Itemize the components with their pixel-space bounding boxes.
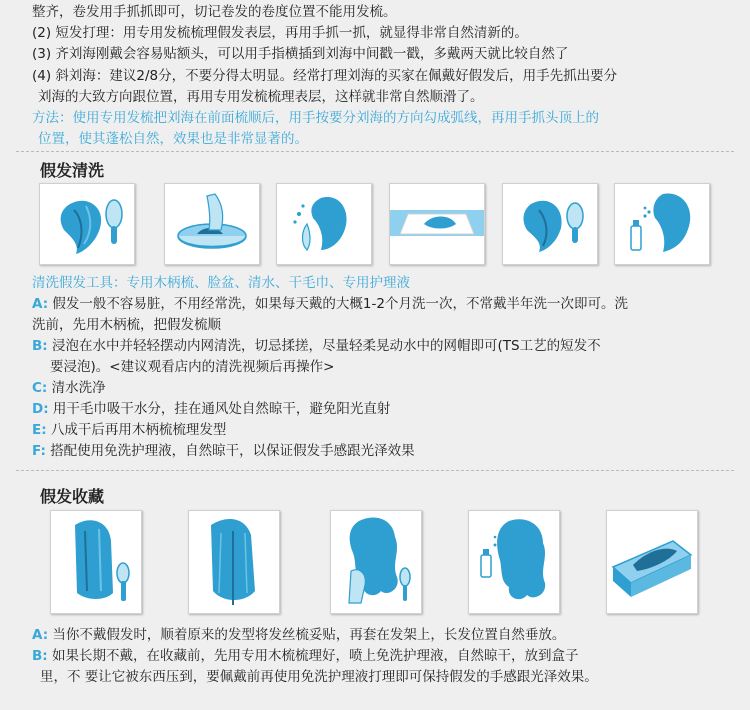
intro-line-4: (4) 斜刘海：建议2/8分，不要分得太明显。经常打理刘海的买家在佩戴好假发后，用手先抓出要分 — [32, 68, 618, 84]
wash-step-a-label: A: — [32, 296, 49, 312]
intro-tip-2: 位置，使其蓬松自然，效果也是非常显著的。 — [38, 131, 308, 147]
storage-title: 假发收藏 — [40, 487, 105, 506]
long-wig-comb-illustration — [51, 511, 141, 613]
wig-spray-illustration — [615, 184, 709, 264]
storage-step-spray-card — [468, 510, 560, 614]
wash-step-d — [32, 400, 390, 418]
wash-step-b-text: 浸泡在水中并轻轻摆动内网清洗，切忌揉搓，尽量轻柔晃动水中的网帽即可(TS工艺的短发不 — [52, 338, 601, 354]
curly-wig-spray-illustration — [469, 511, 559, 613]
wash-step-c-label: C: — [32, 380, 48, 396]
wash-step-f — [32, 442, 415, 460]
intro-line-5: 刘海的大致方向跟位置，再用专用发梳梳理表层，这样就非常自然顺滑了。 — [38, 89, 484, 105]
wash-step-basin-card — [164, 183, 260, 265]
wash-step-a — [32, 295, 628, 313]
wash-step-b-label: B: — [32, 338, 48, 354]
wig-rinse-illustration — [277, 184, 371, 264]
wash-step-e-label: E: — [32, 422, 47, 438]
towel-dry-illustration — [390, 184, 484, 264]
storage-step-b-cont: 里，不 要让它被东西压到，要佩戴前再使用免洗护理液打理即可保持假发的手感跟光泽效果。 — [40, 669, 598, 685]
wig-on-stand-illustration — [189, 511, 279, 613]
wash-step-b-cont: 要浸泡)。<建议观看店内的清洗视频后再操作> — [50, 359, 335, 375]
storage-step-b-label: B: — [32, 648, 48, 664]
wash-step-d-text: 用干毛巾吸干水分，挂在通风处自然晾干，避免阳光直射 — [52, 401, 391, 417]
storage-step-comb-card — [50, 510, 142, 614]
intro-line-3: (3) 齐刘海刚戴会容易贴额头，可以用手指横插到刘海中间戳一戳，多戴两天就比较自然了 — [32, 46, 569, 62]
wash-step-b — [32, 337, 601, 355]
storage-step-a — [32, 626, 565, 644]
basin-hand-illustration — [165, 184, 259, 264]
wash-step-spray-card — [614, 183, 710, 265]
storage-step-curl-card — [330, 510, 422, 614]
divider-1 — [16, 151, 734, 152]
wash-step-f-label: F: — [32, 443, 46, 459]
storage-step-a-text: 当你不戴假发时，顺着原来的发型将发丝梳妥贴，再套在发架上，长发位置自然垂放。 — [52, 627, 566, 643]
wash-step-e-text: 八成干后再用木柄梳梳理发型 — [50, 422, 227, 438]
curly-wig-hand-illustration — [331, 511, 421, 613]
divider-2 — [16, 470, 734, 471]
wig-comb-dry-illustration — [503, 184, 597, 264]
storage-step-b-text: 如果长期不戴，在收藏前，先用专用木梳梳理好，喷上免洗护理液，自然晾干，放到盒子 — [52, 648, 579, 664]
wash-step-towel-card — [389, 183, 485, 265]
wig-in-box-illustration — [607, 511, 697, 613]
storage-step-a-label: A: — [32, 627, 49, 643]
storage-step-stand-card — [188, 510, 280, 614]
wig-comb-illustration — [40, 184, 134, 264]
wash-step-comb-card — [39, 183, 135, 265]
wash-step-rinse-card — [276, 183, 372, 265]
wash-step-comb-dry-card — [502, 183, 598, 265]
wash-step-e — [32, 421, 226, 439]
wash-step-c — [32, 379, 106, 397]
wash-tools: 清洗假发工具：专用木柄梳、脸盆、清水、干毛巾、专用护理液 — [32, 275, 410, 291]
intro-tip-1: 方法：使用专用发梳把刘海在前面梳顺后，用手按要分刘海的方向勾成弧线，再用手抓头顶上的 — [32, 110, 599, 126]
wash-step-c-text: 清水洗净 — [51, 380, 106, 396]
storage-step-box-card — [606, 510, 698, 614]
intro-line-2: (2) 短发打理：用专用发梳梳理假发表层，再用手抓一抓，就显得非常自然清新的。 — [32, 25, 528, 41]
wash-step-a-text: 假发一般不容易脏，不用经常洗，如果每天戴的大概1-2个月洗一次，不常戴半年洗一次即可。洗 — [52, 296, 628, 312]
storage-step-b — [32, 647, 579, 665]
intro-line-1: 整齐，卷发用手抓抓即可，切记卷发的卷度位置不能用发梳。 — [32, 4, 397, 20]
wash-title: 假发清洗 — [40, 161, 105, 180]
wash-step-a-cont: 洗前，先用木柄梳，把假发梳顺 — [32, 317, 221, 333]
wash-step-f-text: 搭配使用免洗护理液，自然晾干，以保证假发手感跟光泽效果 — [50, 443, 415, 459]
wash-step-d-label: D: — [32, 401, 49, 417]
